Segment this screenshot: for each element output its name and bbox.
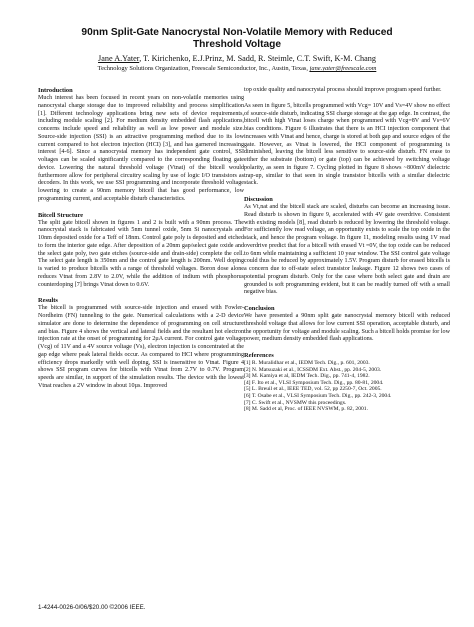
author-list [0,54,474,64]
right-column [244,87,450,413]
introduction-text: Much interest has been focused in recent years on non-volatile memories using nanocrystal charge storage due to improved reliability and process simplification [1]. Different technology applications bring new sets of device requirements, including module scaling [2]. For medium density embedded flash applications, concerns include speed and reliability as well as low power and module size. Source-side injection (SSI) is an attractive programming method due to its low current compared to hot electron injection (HCI) [3], and has garnered increasing interest [4-6]. Since a nanocrystal memory has independent gate control, SSI voltages can be scaled significantly compared to the corresponding floating gate device. Lowering the natural threshold voltage (Vtnat) of the bitcell would furthermore allow for peripheral circuitry scaling by use of logic I/O transistors as decoders. In this work, we use SSI programming and incorporate threshold voltage lowering to create a 90nm memory bitcell that has good performance, low programming current, and acceptable disturb characteristics. [38,95,244,202]
results-continued-text: top oxide quality and nanocrystal process should improve program speed further. [244,87,442,93]
paper-title [0,27,474,51]
author-email[interactable]: jane.yater@freescale.com [309,65,377,72]
references-heading: References [244,352,274,359]
co-authors: , T. Kirichenko, E.J.Prinz, M. Sadd, R. Steimle, C.T. Swift, K-M. Chang [139,54,376,63]
introduction-heading: Introduction [38,87,73,94]
discussion-text: As Vt,nat and the bitcell stack are scaled, disturbs can become an increasing issue. Read disturb is shown in figure 9, accelerated with 4V gate overdrive. Consistent with existing models [8], read disturb is reduced by lowering the threshold voltage. For sufficiently low read voltage, an opportunity exists to scale the top oxide in the stack, and hence the program voltage. In figure 11, modeling results using 1V read overdrive predict that for a bitcell with erased Vt =0V, the top oxide can be reduced to 6nm while maintaining a sufficient 10 year window. The SSI control gate voltage could thus be reduced by approximately 1.5V. Program disturb for erased bitcells is a concern due to off-state select transistor leakage. Figure 12 shows two cases of potential program disturb. Only for the case where both select gate and drain are grounded is soft programming evident, but it can be readily turned off with a small negative bias. [244,204,450,296]
lead-author: Jane A.Yater [98,54,140,63]
reference-item: [5] L. Breuil et al., IEEE TED, vol. 52, pp 2250-7, Oct. 2005. [244,386,382,393]
reference-item: [8] M. Sadd et al, Proc. of IEEE NVSWM, p. 82, 2001. [244,406,368,413]
bitcell-structure-heading: Bitcell Structure [38,211,84,219]
results-paragraph-2: As seen in figure 5, bitcells programmed with Vcg= 10V and Vs=4V show no effect of source-side disturb, indicating SSI charge storage at the gap edge. In contrast, the bitcell with high Vtnat loses charge when programmed with Vcg=8V and Vs=6V bias conditions. Figure 6 illustrates that there is an HCI injection component that increases with Vtnat and hence, charge is stored at both gap and source edges of the gate. However, as Vtnat is lowered, the HCI component of programming is diminished, leaving the bitcell less sensitive to source-side disturb. FN erase to either the substrate (bottom) or gate (top) can be achieved by switching voltage polarity, as seen in figure 7. Cycling plotted in figure 8 shows ~800mV dielectric trap-up, similar to that seen in single transistor bitcells with a similar dielectric stack. [244,102,450,187]
results-text: The bitcell is programmed with source-side injection and erased with Fowler-Nordheim (FN) tunneling to the gate. Numerical calculations with a 2-D device simulator are done to determine the dependence of programming on cell structure and bias. Figure 4 shows the vertical and lateral fields and the resultant hot electron injection rate at the onset of programming for 2µA current. For control gate voltage (Vcg) of 11V and a 4V source voltage (Vs), electron injection is concentrated at the gap edge where peak lateral fields occur. As compared to HCI where programming efficiency drops markedly with well doping, SSI is insensitive to Vtnat. Figure 4 shows SSI program curves for bitcells with Vtnat from 2.7V to 0.7V. Program speeds are similar, in support of the simulation results. The device with the lowest Vtnat reaches a 2V window in about 10µs. Improved [38,305,244,389]
affiliation [0,65,474,73]
reference-item: [6] T. Osabe et al., VLSI Symposium Tech. Dig., pp. 242-3, 2004. [244,392,392,399]
reference-item: [3] M. Kamiya et al, IEDM Tech. Dig., pp. 741-4, 1982. [244,373,370,380]
title-line-2: Threshold Voltage [192,39,282,50]
discussion-heading: Discussion [244,196,273,203]
conclusion-heading: Conclusion [244,305,275,312]
copyright-footer: 1-4244-0026-0/06/$20.00 ©2006 IEEE. [38,604,146,611]
affiliation-text: Technology Solutions Organization, Freescale Semiconductor, Inc., Austin, Texas, [97,65,310,72]
reference-list [244,360,450,413]
results-heading: Results [38,297,58,305]
conclusion-text: We have presented a 90nm split gate nanocrystal memory bitcell with reduced threshold voltage that allows for low current SSI operation, acceptable disturb, and the opportunity for voltage and module scaling. Such a bitcell holds promise for low power, medium density embedded flash applications. [244,313,450,343]
bitcell-structure-text: The split gate bitcell shown in figures 1 and 2 is built with a 90nm process. The nanocrystal stack is fabricated with 5nm tunnel oxide, 5nm Si nanocrystals and 10nm deposited oxide for a Teff of 18nm. Control gate poly is deposited and etched to form the interior gate edge. After deposition of a 20nm gap/select gate oxide and the select gate poly, two gate etches (source-side and drain-side) complete the cell. The select gate length is 350nm and the control gate length is 200nm. Well doping is varied to produce bitcells with a range of threshold voltages. Boron dose alone reduces Vtnat from 2.8V to 2.0V, while the addition of indium with phosphorus counterdoping [7] brings Vtnat down to 0.6V. [38,219,244,288]
left-column [38,87,244,391]
reference-item: [4] F. Ito et al., VLSI Symposium Tech. Dig., pp. 80-81, 2004. [244,379,384,386]
reference-item: [1] R. Muralidhar et al., IEDM Tech. Dig., p. 601, 2003. [244,360,370,366]
title-line-1: 90nm Split-Gate Nanocrystal Non-Volatile Memory with Reduced [81,27,393,38]
reference-item: [7] C. Swift et al., NVSMW this proceedings. [244,399,347,406]
reference-item: [2] N. Matsuzaki et al., ICSSDM Ext. Abst., pp. 204-5, 2003. [244,366,382,373]
